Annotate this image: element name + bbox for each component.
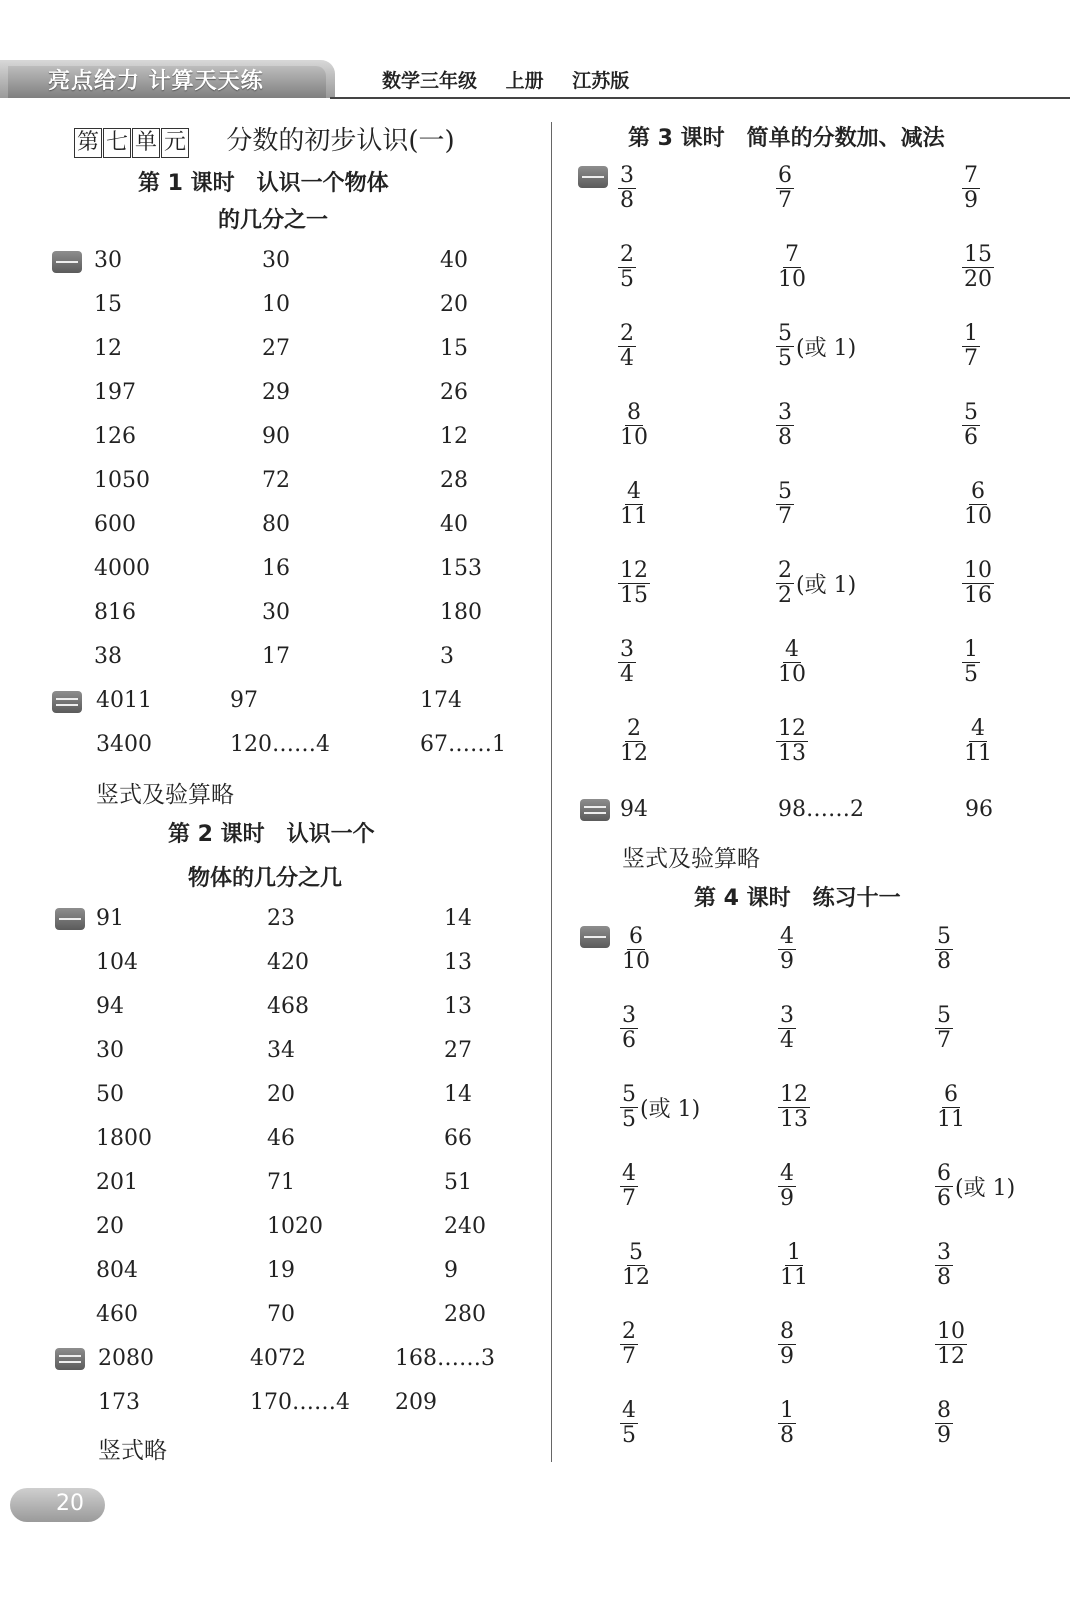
answer-value: 27 bbox=[262, 336, 290, 361]
numerator: 8 bbox=[627, 400, 641, 425]
fraction bbox=[962, 559, 994, 608]
denominator: 16 bbox=[964, 583, 992, 608]
answer-value: 12 bbox=[94, 336, 122, 361]
numerator: 2 bbox=[627, 716, 641, 741]
numerator: 12 bbox=[780, 1082, 808, 1107]
answer-value: 600 bbox=[94, 512, 136, 537]
denominator: 6 bbox=[937, 1186, 951, 1211]
fraction bbox=[962, 322, 980, 371]
answer-value: 468 bbox=[267, 994, 309, 1019]
answer-value: 9 bbox=[444, 1258, 458, 1283]
fraction bbox=[620, 925, 652, 974]
answer-value: 240 bbox=[444, 1214, 486, 1239]
alternate-answer: (或 1) bbox=[796, 573, 857, 598]
denominator: 4 bbox=[620, 346, 634, 371]
answer-value: 90 bbox=[262, 424, 290, 449]
numerator: 1 bbox=[964, 321, 978, 346]
numerator: 6 bbox=[937, 1161, 951, 1186]
denominator: 5 bbox=[620, 267, 634, 292]
denominator: 10 bbox=[778, 662, 806, 687]
alternate-answer: (或 1) bbox=[796, 336, 857, 361]
answer-value: 174 bbox=[420, 688, 462, 713]
answer-value: 10 bbox=[262, 292, 290, 317]
section-marker-two bbox=[52, 691, 82, 713]
answer-value: 197 bbox=[94, 380, 136, 405]
answer-value: 173 bbox=[98, 1390, 140, 1415]
answer-value: 126 bbox=[94, 424, 136, 449]
denominator: 8 bbox=[937, 1265, 951, 1290]
answer-value: 97 bbox=[230, 688, 258, 713]
fraction bbox=[778, 1004, 796, 1053]
fraction-answer bbox=[935, 1004, 953, 1053]
fraction bbox=[776, 638, 808, 687]
answer-value: 13 bbox=[444, 994, 472, 1019]
section-marker-one bbox=[578, 166, 608, 188]
numerator: 6 bbox=[944, 1082, 958, 1107]
note-text: 竖式及验算略 bbox=[96, 782, 234, 808]
fraction bbox=[618, 559, 650, 608]
numerator: 7 bbox=[785, 242, 799, 267]
answer-value: 50 bbox=[96, 1082, 124, 1107]
fraction bbox=[935, 1162, 953, 1211]
book-subject: 数学三年级 bbox=[382, 70, 478, 92]
fraction-answer bbox=[778, 925, 796, 974]
fraction bbox=[618, 401, 650, 450]
denominator: 9 bbox=[937, 1423, 951, 1448]
numerator: 4 bbox=[971, 716, 985, 741]
numerator: 2 bbox=[622, 1319, 636, 1344]
fraction-answer bbox=[620, 1320, 638, 1369]
answer-value: 1800 bbox=[96, 1126, 152, 1151]
denominator: 8 bbox=[780, 1423, 794, 1448]
fraction-answer bbox=[776, 322, 856, 371]
fraction-answer bbox=[935, 1083, 967, 1132]
fraction-answer bbox=[620, 1399, 638, 1448]
fraction-answer bbox=[778, 1399, 796, 1448]
answer-value: 168……3 bbox=[395, 1346, 495, 1371]
lesson1-title-line1: 第 1 课时 认识一个物体 bbox=[138, 171, 389, 196]
denominator: 9 bbox=[780, 949, 794, 974]
answer-value: 460 bbox=[96, 1302, 138, 1327]
answer-value: 1020 bbox=[267, 1214, 323, 1239]
answer-value: 3400 bbox=[96, 732, 152, 757]
fraction-answer bbox=[618, 164, 636, 213]
denominator: 4 bbox=[620, 662, 634, 687]
numerator: 15 bbox=[964, 242, 992, 267]
answer-value: 67……1 bbox=[420, 732, 506, 757]
book-edition: 江苏版 bbox=[572, 70, 630, 92]
fraction-answer bbox=[776, 243, 808, 292]
fraction bbox=[778, 1162, 796, 1211]
fraction-answer bbox=[962, 401, 980, 450]
denominator: 6 bbox=[622, 1028, 636, 1053]
fraction-answer bbox=[962, 164, 980, 213]
denominator: 5 bbox=[964, 662, 978, 687]
fraction bbox=[620, 1399, 638, 1448]
answer-value: 2080 bbox=[98, 1346, 154, 1371]
fraction bbox=[618, 322, 636, 371]
fraction bbox=[778, 1083, 810, 1132]
column-divider bbox=[551, 122, 552, 1462]
numerator: 5 bbox=[622, 1082, 636, 1107]
fraction bbox=[778, 1241, 810, 1290]
denominator: 8 bbox=[620, 188, 634, 213]
alternate-answer: (或 1) bbox=[955, 1176, 1016, 1201]
fraction-answer bbox=[620, 1004, 638, 1053]
fraction-answer bbox=[962, 243, 994, 292]
fraction-answer bbox=[935, 1320, 967, 1369]
fraction bbox=[776, 322, 794, 371]
brand-title: 亮点给力 计算天天练 bbox=[48, 69, 264, 94]
lesson3-title: 第 3 课时 简单的分数加、减法 bbox=[628, 126, 945, 151]
fraction-answer bbox=[776, 164, 794, 213]
answer-value: 46 bbox=[267, 1126, 295, 1151]
numerator: 4 bbox=[785, 637, 799, 662]
fraction bbox=[618, 638, 636, 687]
book-info bbox=[382, 66, 651, 93]
answer-value: 14 bbox=[444, 906, 472, 931]
numerator: 1 bbox=[964, 637, 978, 662]
answer-value: 40 bbox=[440, 248, 468, 273]
fraction-answer bbox=[962, 717, 994, 766]
fraction-answer bbox=[778, 1004, 796, 1053]
unit-title: 分数的初步认识(一) bbox=[226, 126, 455, 156]
denominator: 9 bbox=[964, 188, 978, 213]
fraction bbox=[618, 480, 650, 529]
fraction-answer bbox=[776, 638, 808, 687]
lesson1-title-line2: 的几分之一 bbox=[218, 208, 329, 233]
numerator: 4 bbox=[780, 924, 794, 949]
fraction bbox=[618, 243, 636, 292]
answer-value: 28 bbox=[440, 468, 468, 493]
fraction bbox=[962, 480, 994, 529]
fraction-answer bbox=[962, 638, 980, 687]
denominator: 2 bbox=[778, 583, 792, 608]
answer-value: 14 bbox=[444, 1082, 472, 1107]
fraction bbox=[618, 717, 650, 766]
denominator: 11 bbox=[620, 504, 648, 529]
numerator: 12 bbox=[620, 558, 648, 583]
fraction-answer bbox=[618, 559, 650, 608]
fraction-answer bbox=[935, 1241, 953, 1290]
denominator: 12 bbox=[937, 1344, 965, 1369]
denominator: 10 bbox=[622, 949, 650, 974]
note-text: 竖式略 bbox=[98, 1438, 167, 1464]
denominator: 15 bbox=[620, 583, 648, 608]
numerator: 5 bbox=[778, 321, 792, 346]
denominator: 20 bbox=[964, 267, 992, 292]
numerator: 12 bbox=[778, 716, 806, 741]
answer-value: 91 bbox=[96, 906, 124, 931]
denominator: 5 bbox=[622, 1107, 636, 1132]
denominator: 10 bbox=[778, 267, 806, 292]
numerator: 6 bbox=[778, 163, 792, 188]
fraction-answer bbox=[618, 638, 636, 687]
answer-value: 20 bbox=[96, 1214, 124, 1239]
denominator: 10 bbox=[964, 504, 992, 529]
answer-value: 420 bbox=[267, 950, 309, 975]
answer-value: 30 bbox=[96, 1038, 124, 1063]
denominator: 5 bbox=[622, 1423, 636, 1448]
numerator: 5 bbox=[629, 1240, 643, 1265]
denominator: 9 bbox=[780, 1186, 794, 1211]
fraction bbox=[620, 1004, 638, 1053]
answer-value: 71 bbox=[267, 1170, 295, 1195]
answer-value: 30 bbox=[262, 600, 290, 625]
denominator: 7 bbox=[622, 1186, 636, 1211]
lesson2-title-line2: 物体的几分之几 bbox=[188, 866, 343, 891]
unit-box: 第 bbox=[74, 128, 102, 158]
fraction-answer bbox=[618, 480, 650, 529]
numerator: 6 bbox=[629, 924, 643, 949]
fraction-answer bbox=[962, 559, 994, 608]
fraction-answer bbox=[620, 1241, 652, 1290]
answer-value: 20 bbox=[267, 1082, 295, 1107]
numerator: 3 bbox=[937, 1240, 951, 1265]
fraction bbox=[778, 1320, 796, 1369]
fraction bbox=[935, 1241, 953, 1290]
fraction-answer bbox=[935, 925, 953, 974]
numerator: 5 bbox=[778, 479, 792, 504]
fraction bbox=[778, 925, 796, 974]
fraction-answer bbox=[962, 480, 994, 529]
answer-value: 104 bbox=[96, 950, 138, 975]
fraction bbox=[962, 401, 980, 450]
answer-value: 280 bbox=[444, 1302, 486, 1327]
denominator: 4 bbox=[780, 1028, 794, 1053]
denominator: 10 bbox=[620, 425, 648, 450]
answer-value: 19 bbox=[267, 1258, 295, 1283]
fraction bbox=[935, 925, 953, 974]
fraction bbox=[962, 243, 994, 292]
alternate-answer: (或 1) bbox=[640, 1097, 701, 1122]
answer-value: 66 bbox=[444, 1126, 472, 1151]
numerator: 3 bbox=[620, 637, 634, 662]
denominator: 7 bbox=[937, 1028, 951, 1053]
answer-value: 3 bbox=[440, 644, 454, 669]
fraction bbox=[776, 243, 808, 292]
fraction-answer bbox=[776, 717, 808, 766]
numerator: 10 bbox=[937, 1319, 965, 1344]
section-marker-one bbox=[55, 908, 85, 930]
denominator: 13 bbox=[780, 1107, 808, 1132]
section-marker-two bbox=[55, 1348, 85, 1370]
answer-value: 23 bbox=[267, 906, 295, 931]
numerator: 6 bbox=[971, 479, 985, 504]
answer-value: 13 bbox=[444, 950, 472, 975]
section-marker-one bbox=[580, 926, 610, 948]
fraction bbox=[935, 1004, 953, 1053]
denominator: 12 bbox=[620, 741, 648, 766]
fraction-answer bbox=[935, 1399, 953, 1448]
answer-value: 4000 bbox=[94, 556, 150, 581]
fraction-answer bbox=[778, 1241, 810, 1290]
fraction bbox=[962, 717, 994, 766]
lesson2-title-line1: 第 2 课时 认识一个 bbox=[168, 822, 375, 847]
numerator: 4 bbox=[627, 479, 641, 504]
denominator: 11 bbox=[780, 1265, 808, 1290]
fraction-answer bbox=[618, 717, 650, 766]
fraction-answer bbox=[618, 401, 650, 450]
numerator: 2 bbox=[620, 321, 634, 346]
fraction-answer bbox=[620, 1083, 700, 1132]
fraction bbox=[776, 401, 794, 450]
denominator: 13 bbox=[778, 741, 806, 766]
denominator: 6 bbox=[964, 425, 978, 450]
answer-value: 17 bbox=[262, 644, 290, 669]
lesson4-title: 第 4 课时 练习十一 bbox=[694, 886, 901, 911]
fraction bbox=[776, 717, 808, 766]
answer-value: 80 bbox=[262, 512, 290, 537]
numerator: 3 bbox=[780, 1003, 794, 1028]
answer-value: 4072 bbox=[250, 1346, 306, 1371]
unit-box: 元 bbox=[161, 128, 189, 158]
fraction bbox=[620, 1241, 652, 1290]
answer-value: 94 bbox=[620, 797, 648, 822]
answer-value: 20 bbox=[440, 292, 468, 317]
denominator: 9 bbox=[780, 1344, 794, 1369]
fraction-answer bbox=[620, 925, 652, 974]
numerator: 3 bbox=[778, 400, 792, 425]
answer-value: 15 bbox=[440, 336, 468, 361]
numerator: 7 bbox=[964, 163, 978, 188]
answer-value: 804 bbox=[96, 1258, 138, 1283]
answer-value: 4011 bbox=[96, 688, 152, 713]
answer-value: 120……4 bbox=[230, 732, 330, 757]
fraction bbox=[620, 1320, 638, 1369]
answer-value: 816 bbox=[94, 600, 136, 625]
fraction bbox=[776, 559, 794, 608]
unit-box: 单 bbox=[132, 128, 160, 158]
fraction bbox=[962, 638, 980, 687]
fraction bbox=[776, 480, 794, 529]
numerator: 4 bbox=[622, 1161, 636, 1186]
denominator: 5 bbox=[778, 346, 792, 371]
numerator: 2 bbox=[620, 242, 634, 267]
answer-value: 96 bbox=[965, 797, 993, 822]
fraction-answer bbox=[776, 480, 794, 529]
answer-value: 30 bbox=[262, 248, 290, 273]
numerator: 3 bbox=[620, 163, 634, 188]
answer-value: 201 bbox=[96, 1170, 138, 1195]
answer-value: 1050 bbox=[94, 468, 150, 493]
denominator: 7 bbox=[778, 188, 792, 213]
numerator: 5 bbox=[964, 400, 978, 425]
denominator: 7 bbox=[778, 504, 792, 529]
answer-value: 153 bbox=[440, 556, 482, 581]
answer-value: 72 bbox=[262, 468, 290, 493]
answer-value: 34 bbox=[267, 1038, 295, 1063]
numerator: 8 bbox=[937, 1398, 951, 1423]
numerator: 1 bbox=[780, 1398, 794, 1423]
answer-value: 170……4 bbox=[250, 1390, 350, 1415]
answer-value: 12 bbox=[440, 424, 468, 449]
answer-value: 27 bbox=[444, 1038, 472, 1063]
fraction-answer bbox=[778, 1320, 796, 1369]
answer-value: 51 bbox=[444, 1170, 472, 1195]
section-marker-two bbox=[580, 799, 610, 821]
unit-heading bbox=[74, 120, 455, 158]
denominator: 8 bbox=[778, 425, 792, 450]
numerator: 10 bbox=[964, 558, 992, 583]
answer-value: 29 bbox=[262, 380, 290, 405]
numerator: 5 bbox=[937, 1003, 951, 1028]
fraction bbox=[962, 164, 980, 213]
fraction bbox=[620, 1083, 638, 1132]
fraction-answer bbox=[618, 243, 636, 292]
answer-value: 70 bbox=[267, 1302, 295, 1327]
denominator: 8 bbox=[937, 949, 951, 974]
denominator: 11 bbox=[937, 1107, 965, 1132]
numerator: 1 bbox=[787, 1240, 801, 1265]
fraction bbox=[935, 1320, 967, 1369]
page-number: 20 bbox=[56, 1491, 84, 1516]
fraction bbox=[935, 1083, 967, 1132]
answer-value: 15 bbox=[94, 292, 122, 317]
numerator: 8 bbox=[780, 1319, 794, 1344]
fraction-answer bbox=[776, 559, 856, 608]
numerator: 2 bbox=[778, 558, 792, 583]
numerator: 5 bbox=[937, 924, 951, 949]
fraction-answer bbox=[620, 1162, 638, 1211]
section-marker-one bbox=[52, 251, 82, 273]
fraction-answer bbox=[776, 401, 794, 450]
fraction-answer bbox=[618, 322, 636, 371]
answer-value: 94 bbox=[96, 994, 124, 1019]
numerator: 4 bbox=[622, 1398, 636, 1423]
answer-value: 98……2 bbox=[778, 797, 864, 822]
numerator: 3 bbox=[622, 1003, 636, 1028]
fraction bbox=[935, 1399, 953, 1448]
note-text: 竖式及验算略 bbox=[622, 846, 760, 872]
header-rule bbox=[330, 97, 1070, 99]
numerator: 4 bbox=[780, 1161, 794, 1186]
answer-value: 30 bbox=[94, 248, 122, 273]
book-volume: 上册 bbox=[505, 70, 544, 92]
fraction-answer bbox=[778, 1083, 810, 1132]
answer-value: 40 bbox=[440, 512, 468, 537]
answer-value: 26 bbox=[440, 380, 468, 405]
denominator: 7 bbox=[622, 1344, 636, 1369]
denominator: 11 bbox=[964, 741, 992, 766]
fraction bbox=[776, 164, 794, 213]
answer-value: 180 bbox=[440, 600, 482, 625]
fraction bbox=[618, 164, 636, 213]
fraction-answer bbox=[935, 1162, 1015, 1211]
denominator: 7 bbox=[964, 346, 978, 371]
denominator: 12 bbox=[622, 1265, 650, 1290]
answer-value: 38 bbox=[94, 644, 122, 669]
fraction bbox=[620, 1162, 638, 1211]
fraction-answer bbox=[778, 1162, 796, 1211]
answer-value: 16 bbox=[262, 556, 290, 581]
fraction bbox=[778, 1399, 796, 1448]
unit-box: 七 bbox=[103, 128, 131, 158]
answer-value: 209 bbox=[395, 1390, 437, 1415]
fraction-answer bbox=[962, 322, 980, 371]
